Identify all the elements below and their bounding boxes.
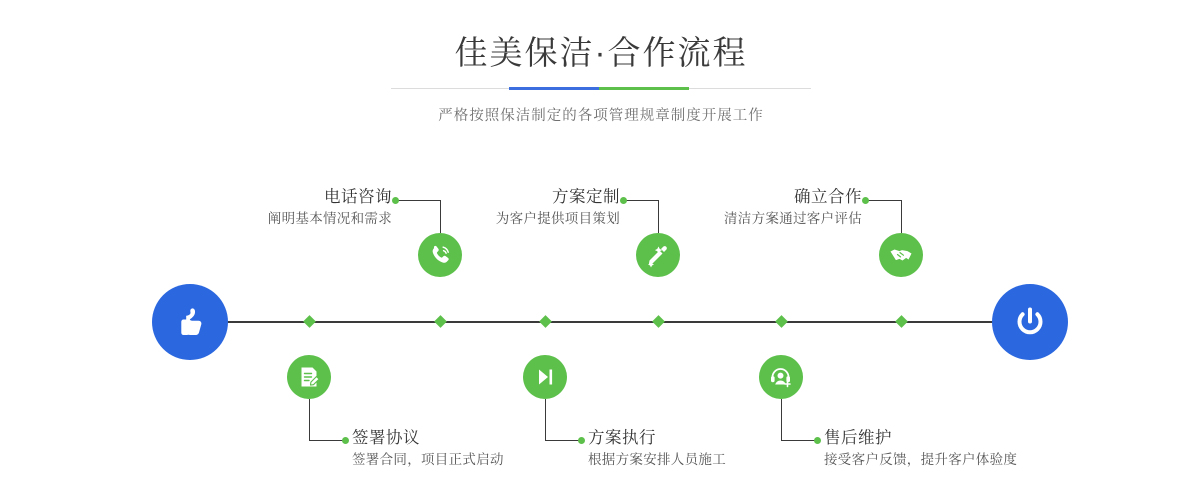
- customer-support-icon: [768, 364, 794, 390]
- step-title-6: 售后维护: [824, 429, 892, 447]
- timeline-end-badge: [992, 284, 1068, 360]
- connector-step-3-horizontal: [624, 200, 658, 201]
- power-icon: [1010, 302, 1050, 342]
- connector-dot-step-5: [862, 197, 869, 204]
- step-label-3: [458, 186, 620, 230]
- connector-step-6-vertical: [781, 399, 782, 440]
- step-desc-3: 为客户提供项目策划: [495, 211, 620, 226]
- step-node-6[interactable]: [759, 355, 803, 399]
- connector-step-3-vertical: [658, 200, 659, 233]
- connector-step-5-horizontal: [866, 200, 901, 201]
- connector-step-6-horizontal: [781, 440, 817, 441]
- step-node-1[interactable]: [418, 233, 462, 277]
- page-title: 佳美保洁·合作流程: [454, 34, 748, 71]
- connector-step-2-vertical: [309, 399, 310, 440]
- connector-step-1-horizontal: [396, 200, 440, 201]
- connector-step-4-vertical: [545, 399, 546, 440]
- connector-dot-step-2: [342, 437, 349, 444]
- step-node-2[interactable]: [287, 355, 331, 399]
- step-title-2: 签署协议: [352, 429, 420, 447]
- connector-step-2-horizontal: [309, 440, 345, 441]
- step-label-1: [248, 186, 392, 230]
- step-desc-4: 根据方案安排人员施工: [588, 452, 726, 467]
- plan-pencil-icon: [645, 242, 671, 268]
- step-desc-6: 接受客户反馈，提升客户体验度: [824, 452, 1018, 467]
- axis-marker-step-6: [775, 315, 788, 328]
- connector-step-4-horizontal: [545, 440, 581, 441]
- connector-dot-step-1: [392, 197, 399, 204]
- handshake-icon: [888, 242, 914, 268]
- phone-call-icon: [427, 242, 453, 268]
- step-title-1: 电话咨询: [324, 188, 392, 206]
- axis-marker-step-2: [303, 315, 316, 328]
- connector-dot-step-6: [814, 437, 821, 444]
- axis-marker-step-1: [434, 315, 447, 328]
- step-node-3[interactable]: [636, 233, 680, 277]
- play-forward-icon: [532, 364, 558, 390]
- step-node-4[interactable]: [523, 355, 567, 399]
- step-desc-1: 阐明基本情况和需求: [267, 211, 392, 226]
- connector-dot-step-4: [578, 437, 585, 444]
- contract-signature-icon: [296, 364, 322, 390]
- divider-accent-blue: [509, 87, 599, 90]
- title-divider: [391, 82, 811, 96]
- diagram-header: [0, 30, 1202, 125]
- divider-accent-green: [599, 87, 689, 90]
- connector-step-1-vertical: [440, 200, 441, 233]
- step-node-5[interactable]: [879, 233, 923, 277]
- axis-marker-step-4: [539, 315, 552, 328]
- step-label-2: [352, 427, 504, 471]
- page-subtitle: 严格按照保洁制定的各项管理规章制度开展工作: [438, 108, 764, 124]
- axis-marker-step-3: [652, 315, 665, 328]
- connector-dot-step-3: [620, 197, 627, 204]
- step-desc-2: 签署合同，项目正式启动: [352, 452, 504, 467]
- step-label-6: [824, 427, 1017, 471]
- thumbs-up-icon: [170, 302, 210, 342]
- axis-marker-step-5: [895, 315, 908, 328]
- step-label-4: [588, 427, 726, 471]
- step-title-4: 方案执行: [588, 429, 656, 447]
- connector-step-5-vertical: [901, 200, 902, 233]
- timeline-start-badge: [152, 284, 228, 360]
- step-title-5: 确立合作: [794, 188, 862, 206]
- step-desc-5: 清洁方案通过客户评估: [724, 211, 862, 226]
- step-label-5: [700, 186, 862, 230]
- step-title-3: 方案定制: [552, 188, 620, 206]
